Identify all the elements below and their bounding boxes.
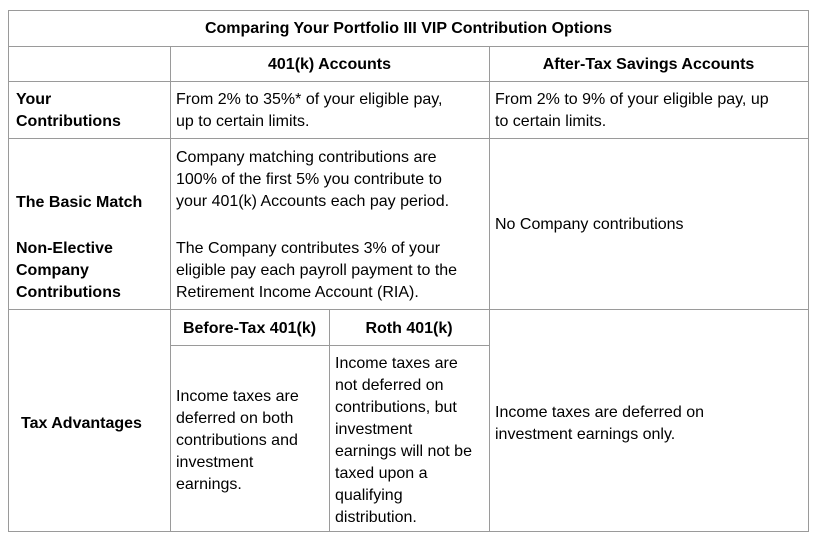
text-line: taxed upon a bbox=[335, 465, 428, 482]
row-label-tax-advantages: Tax Advantages bbox=[21, 415, 142, 432]
border-under-title bbox=[8, 46, 809, 47]
border-under-headers bbox=[8, 81, 809, 82]
border-left bbox=[8, 10, 9, 532]
border-under-your-contributions bbox=[8, 138, 809, 139]
text-line: The Company contributes 3% of your bbox=[176, 240, 441, 257]
text-line: Income taxes are deferred on bbox=[495, 404, 705, 421]
border-right bbox=[808, 10, 809, 532]
subheader-before-tax-401k: Before-Tax 401(k) bbox=[182, 320, 317, 337]
row-label-line: Company bbox=[16, 262, 89, 279]
border-under-company bbox=[8, 309, 809, 310]
company-contributions-aftertax: No Company contributions bbox=[495, 216, 684, 233]
text-line: From 2% to 35%* of your eligible pay, bbox=[176, 91, 443, 108]
non-elective-401k bbox=[176, 238, 457, 304]
before-tax-advantages bbox=[176, 386, 299, 496]
your-contributions-aftertax bbox=[495, 89, 769, 133]
row-label-line: Contributions bbox=[16, 284, 121, 301]
text-line: Income taxes are bbox=[176, 388, 299, 405]
table-title: Comparing Your Portfolio III VIP Contribution Options bbox=[204, 20, 613, 37]
text-line: up to certain limits. bbox=[176, 113, 310, 130]
row-label-basic-match: The Basic Match bbox=[16, 194, 143, 211]
your-contributions-401k bbox=[176, 89, 443, 133]
text-line: contributions and bbox=[176, 432, 298, 449]
roth-advantages bbox=[335, 353, 472, 529]
header-after-tax-savings: After-Tax Savings Accounts bbox=[542, 56, 755, 73]
border-under-subheaders bbox=[170, 345, 490, 346]
subheader-roth-401k: Roth 401(k) bbox=[365, 320, 453, 337]
row-label-non-elective bbox=[16, 238, 121, 304]
text-line: earnings. bbox=[176, 476, 242, 493]
text-line: deferred on both bbox=[176, 410, 294, 427]
text-line: investment bbox=[176, 454, 254, 471]
border-bottom bbox=[8, 531, 809, 532]
text-line: Retirement Income Account (RIA). bbox=[176, 284, 419, 301]
text-line: earnings will not be bbox=[335, 443, 472, 460]
divider-roth-col bbox=[329, 309, 330, 532]
text-line: qualifying bbox=[335, 487, 403, 504]
text-line: not deferred on bbox=[335, 377, 444, 394]
text-line: eligible pay each payroll payment to the bbox=[176, 262, 458, 279]
text-line: investment bbox=[335, 421, 413, 438]
header-401k-accounts: 401(k) Accounts bbox=[268, 56, 391, 73]
aftertax-tax-advantages bbox=[495, 402, 704, 446]
text-line: to certain limits. bbox=[495, 113, 607, 130]
text-line: your 401(k) Accounts each pay period. bbox=[176, 193, 450, 210]
text-line: Company matching contributions are bbox=[176, 149, 437, 166]
text-line: From 2% to 9% of your eligible pay, up bbox=[495, 91, 769, 108]
divider-label-col bbox=[170, 46, 171, 532]
divider-aftertax-col bbox=[489, 46, 490, 532]
text-line: Income taxes are bbox=[335, 355, 458, 372]
row-label-line: Your bbox=[16, 91, 52, 108]
basic-match-401k bbox=[176, 147, 449, 213]
row-label-line: Non-Elective bbox=[16, 240, 113, 257]
row-label-line: Contributions bbox=[16, 113, 121, 130]
row-label-your-contributions bbox=[16, 89, 121, 133]
text-line: 100% of the first 5% you contribute to bbox=[176, 171, 442, 188]
text-line: investment earnings only. bbox=[495, 426, 676, 443]
text-line: contributions, but bbox=[335, 399, 457, 416]
border-top bbox=[8, 10, 809, 11]
text-line: distribution. bbox=[335, 509, 417, 526]
